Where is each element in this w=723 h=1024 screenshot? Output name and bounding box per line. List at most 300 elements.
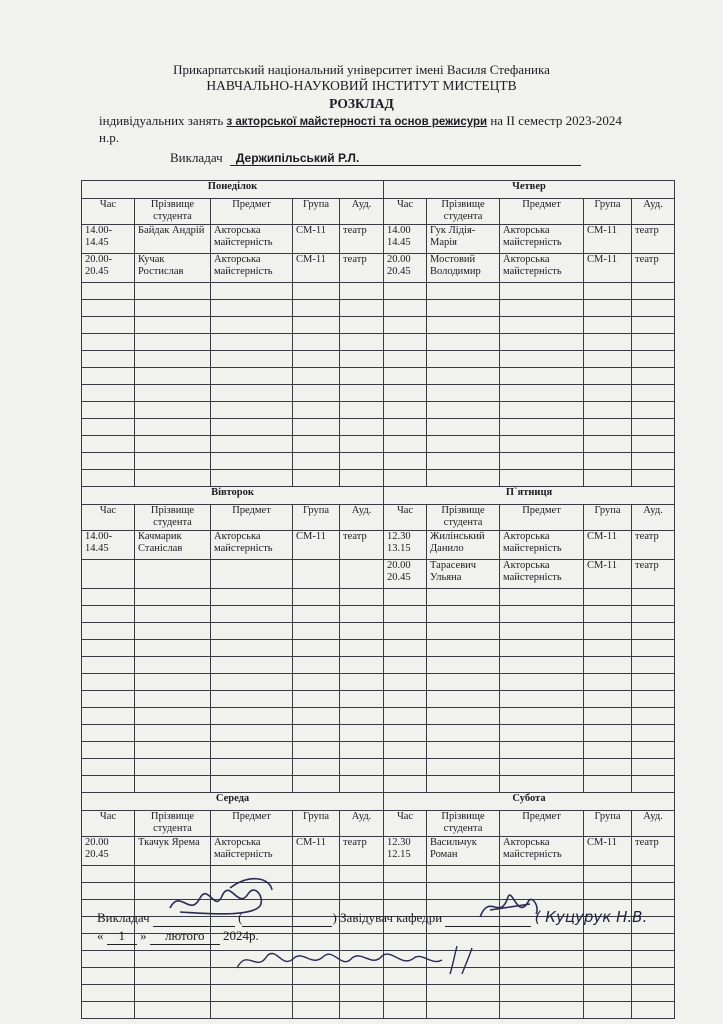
subject-cell — [211, 606, 293, 623]
room-cell — [632, 968, 675, 985]
student-cell — [427, 640, 500, 657]
room-cell — [340, 708, 384, 725]
group-cell — [584, 657, 632, 674]
column-header: Група — [293, 199, 340, 225]
room-cell — [632, 470, 675, 487]
subject-cell — [500, 470, 584, 487]
room-cell — [340, 589, 384, 606]
subject-cell — [211, 402, 293, 419]
group-cell — [293, 985, 340, 1002]
student-cell: Жилінський Данило — [427, 531, 500, 560]
group-cell — [584, 883, 632, 900]
column-header: Час — [82, 811, 135, 837]
time-cell — [82, 776, 135, 793]
institute-name: НАВЧАЛЬНО-НАУКОВИЙ ІНСТИТУТ МИСТЕЦТВ — [206, 78, 517, 93]
table-row — [82, 759, 675, 776]
group-cell — [584, 606, 632, 623]
subject-cell — [211, 691, 293, 708]
student-cell: Мостовий Володимир — [427, 254, 500, 283]
group-cell — [584, 589, 632, 606]
subject-cell — [211, 436, 293, 453]
student-cell — [427, 725, 500, 742]
group-cell — [293, 759, 340, 776]
column-header: Предмет — [211, 199, 293, 225]
student-cell — [135, 968, 211, 985]
room-cell — [340, 883, 384, 900]
time-cell — [384, 317, 427, 334]
room-cell — [632, 985, 675, 1002]
time-cell — [82, 725, 135, 742]
group-cell — [584, 708, 632, 725]
subject-cell: Акторська майстерність — [211, 254, 293, 283]
group-cell — [584, 776, 632, 793]
group-cell — [293, 742, 340, 759]
student-cell: Ткачук Ярема — [135, 837, 211, 866]
group-cell — [293, 334, 340, 351]
semester-info: на ІІ семестр 2023-2024 — [490, 113, 622, 128]
table-row — [82, 334, 675, 351]
table-row — [82, 657, 675, 674]
column-header: Предмет — [500, 199, 584, 225]
student-cell — [135, 776, 211, 793]
student-cell — [427, 623, 500, 640]
time-cell — [82, 742, 135, 759]
time-cell — [384, 985, 427, 1002]
time-cell — [82, 657, 135, 674]
day-header: Субота — [384, 793, 675, 811]
room-cell — [340, 436, 384, 453]
day-header: П`ятниця — [384, 487, 675, 505]
student-cell — [135, 283, 211, 300]
student-cell — [427, 283, 500, 300]
group-cell — [584, 334, 632, 351]
room-cell — [632, 317, 675, 334]
group-cell — [584, 691, 632, 708]
student-cell: Васильчук Роман — [427, 837, 500, 866]
room-cell — [340, 317, 384, 334]
time-cell — [384, 640, 427, 657]
group-cell — [584, 640, 632, 657]
room-cell — [340, 419, 384, 436]
group-cell — [293, 883, 340, 900]
subject-cell: Акторська майстерність — [500, 254, 584, 283]
student-cell — [135, 708, 211, 725]
time-cell — [82, 453, 135, 470]
table-row — [82, 691, 675, 708]
student-cell — [427, 866, 500, 883]
student-cell — [427, 470, 500, 487]
group-cell — [584, 368, 632, 385]
room-cell — [340, 623, 384, 640]
student-cell — [135, 300, 211, 317]
group-cell — [584, 436, 632, 453]
time-cell — [384, 351, 427, 368]
subject-cell — [500, 951, 584, 968]
room-cell — [632, 866, 675, 883]
head-of-department-label: ) Завідувач кафедри — [332, 910, 443, 925]
student-cell — [135, 589, 211, 606]
table-row — [82, 560, 675, 589]
table-row — [82, 742, 675, 759]
student-cell — [427, 402, 500, 419]
subject-cell — [500, 985, 584, 1002]
room-cell — [632, 300, 675, 317]
table-row — [82, 837, 675, 866]
table-row — [82, 606, 675, 623]
column-header: Група — [293, 811, 340, 837]
table-row — [82, 470, 675, 487]
room-cell — [632, 742, 675, 759]
time-cell — [82, 708, 135, 725]
footer-teacher-label: Викладач — [97, 910, 150, 925]
group-cell — [293, 1002, 340, 1019]
column-header: Час — [384, 811, 427, 837]
room-cell — [632, 334, 675, 351]
subject-cell — [211, 742, 293, 759]
time-cell — [384, 657, 427, 674]
room-cell — [340, 776, 384, 793]
column-header: Група — [584, 505, 632, 531]
student-cell — [427, 657, 500, 674]
time-cell — [384, 589, 427, 606]
table-row — [82, 589, 675, 606]
time-cell — [384, 759, 427, 776]
date-close-quote: » — [140, 928, 147, 943]
group-cell — [293, 623, 340, 640]
subject-cell: Акторська майстерність — [500, 531, 584, 560]
student-cell — [427, 317, 500, 334]
time-cell — [384, 402, 427, 419]
table-row — [82, 531, 675, 560]
room-cell — [632, 640, 675, 657]
room-cell — [340, 1002, 384, 1019]
time-cell: 20.00-20.45 — [82, 254, 135, 283]
subject-cell — [211, 623, 293, 640]
room-cell: театр — [632, 225, 675, 254]
subject-cell — [211, 560, 293, 589]
student-cell — [427, 759, 500, 776]
subject-cell — [500, 708, 584, 725]
group-cell — [293, 436, 340, 453]
student-cell — [427, 385, 500, 402]
time-cell — [384, 1002, 427, 1019]
group-cell: СМ-11 — [584, 225, 632, 254]
group-cell — [584, 300, 632, 317]
student-cell — [427, 1002, 500, 1019]
group-cell — [293, 640, 340, 657]
time-cell — [82, 640, 135, 657]
table-row — [82, 419, 675, 436]
column-header: Ауд. — [632, 811, 675, 837]
student-cell — [135, 606, 211, 623]
subject-cell — [500, 317, 584, 334]
room-cell — [632, 436, 675, 453]
room-cell: театр — [632, 531, 675, 560]
time-cell — [82, 385, 135, 402]
time-cell: 12.30 12.15 — [384, 837, 427, 866]
time-cell — [82, 402, 135, 419]
student-cell — [135, 623, 211, 640]
time-cell — [384, 866, 427, 883]
subject-cell — [500, 351, 584, 368]
column-header: Група — [584, 199, 632, 225]
head-of-department-name: ( Куцурук Н.В. — [534, 908, 648, 926]
group-cell — [293, 385, 340, 402]
room-cell — [340, 334, 384, 351]
table-row — [82, 436, 675, 453]
group-cell — [584, 385, 632, 402]
student-cell — [135, 759, 211, 776]
schedule-description — [99, 113, 679, 130]
time-cell — [384, 606, 427, 623]
group-cell — [584, 402, 632, 419]
table-row — [82, 225, 675, 254]
group-cell — [293, 317, 340, 334]
room-cell: театр — [340, 531, 384, 560]
day-header: Понеділок — [82, 181, 384, 199]
table-row — [82, 776, 675, 793]
subject-cell — [500, 419, 584, 436]
time-cell — [384, 419, 427, 436]
subject-cell — [211, 334, 293, 351]
room-cell — [340, 657, 384, 674]
time-cell — [384, 623, 427, 640]
student-cell — [135, 351, 211, 368]
column-header: Ауд. — [632, 505, 675, 531]
footer-signatures: Викладач ( ) Завідувач кафедри ( Куцурук Н.В. — [97, 908, 648, 926]
group-cell — [293, 776, 340, 793]
time-cell — [384, 453, 427, 470]
subject-name: з акторської майстерності та основ режисури — [226, 116, 488, 128]
subject-cell — [500, 589, 584, 606]
group-cell — [584, 759, 632, 776]
group-cell: СМ-11 — [293, 225, 340, 254]
subject-cell — [500, 866, 584, 883]
student-cell — [135, 419, 211, 436]
column-header: Прізвище студента — [427, 505, 500, 531]
time-cell — [82, 300, 135, 317]
room-cell — [340, 300, 384, 317]
time-cell — [82, 674, 135, 691]
student-cell — [427, 300, 500, 317]
time-cell — [82, 951, 135, 968]
group-cell — [293, 657, 340, 674]
group-cell — [293, 691, 340, 708]
group-cell — [293, 453, 340, 470]
subject-cell — [211, 470, 293, 487]
room-cell — [632, 674, 675, 691]
subject-cell — [500, 453, 584, 470]
time-cell — [82, 317, 135, 334]
table-row — [82, 985, 675, 1002]
subject-cell — [211, 351, 293, 368]
table-row — [82, 402, 675, 419]
room-cell — [632, 708, 675, 725]
group-cell — [293, 419, 340, 436]
room-cell — [632, 283, 675, 300]
student-cell — [135, 402, 211, 419]
teacher-row — [170, 150, 581, 166]
subject-cell — [211, 385, 293, 402]
room-cell — [632, 776, 675, 793]
column-header: Прізвище студента — [135, 811, 211, 837]
room-cell — [340, 470, 384, 487]
student-cell — [135, 436, 211, 453]
room-cell — [340, 560, 384, 589]
group-cell — [584, 317, 632, 334]
group-cell — [584, 742, 632, 759]
room-cell: театр — [340, 225, 384, 254]
subject-cell — [500, 742, 584, 759]
group-cell — [293, 674, 340, 691]
group-cell — [293, 606, 340, 623]
room-cell: театр — [340, 837, 384, 866]
time-cell — [82, 589, 135, 606]
teacher-signature — [160, 868, 290, 928]
room-cell — [340, 640, 384, 657]
subject-cell — [500, 725, 584, 742]
time-cell: 20.00 20.45 — [384, 560, 427, 589]
time-cell — [384, 300, 427, 317]
academic-year-suffix: н.р. — [99, 130, 119, 145]
column-header: Час — [82, 505, 135, 531]
group-cell — [584, 968, 632, 985]
group-cell — [584, 623, 632, 640]
group-cell — [584, 725, 632, 742]
student-cell — [427, 351, 500, 368]
group-cell: СМ-11 — [584, 531, 632, 560]
student-cell — [427, 985, 500, 1002]
description-prefix: індивідуальних занять — [99, 113, 224, 128]
time-cell — [82, 866, 135, 883]
subject-cell — [500, 623, 584, 640]
subject-cell — [211, 317, 293, 334]
teacher-label: Викладач — [170, 150, 223, 165]
student-cell — [135, 985, 211, 1002]
group-cell — [584, 419, 632, 436]
table-row — [82, 351, 675, 368]
room-cell — [632, 657, 675, 674]
time-cell — [384, 725, 427, 742]
subject-cell — [500, 368, 584, 385]
table-row — [82, 623, 675, 640]
student-cell — [135, 470, 211, 487]
room-cell — [632, 1002, 675, 1019]
student-cell — [135, 725, 211, 742]
group-cell — [293, 402, 340, 419]
subject-cell — [211, 985, 293, 1002]
room-cell — [340, 402, 384, 419]
group-cell: СМ-11 — [293, 531, 340, 560]
room-cell — [632, 883, 675, 900]
day-header: Четвер — [384, 181, 675, 199]
time-cell — [82, 968, 135, 985]
group-cell — [293, 866, 340, 883]
group-cell — [584, 866, 632, 883]
student-cell — [135, 657, 211, 674]
column-header: Ауд. — [340, 199, 384, 225]
subject-cell — [211, 368, 293, 385]
column-header: Група — [293, 505, 340, 531]
student-cell — [135, 453, 211, 470]
time-cell — [384, 470, 427, 487]
table-row — [82, 725, 675, 742]
table-row — [82, 317, 675, 334]
subject-cell — [500, 402, 584, 419]
room-cell — [632, 725, 675, 742]
group-cell — [584, 934, 632, 951]
student-cell — [427, 419, 500, 436]
group-cell: СМ-11 — [584, 837, 632, 866]
subject-cell: Акторська майстерність — [211, 531, 293, 560]
subject-cell — [500, 606, 584, 623]
time-cell — [384, 742, 427, 759]
column-header: Група — [584, 811, 632, 837]
date-day: 1 — [107, 928, 137, 945]
time-cell — [384, 691, 427, 708]
day-header: Вівторок — [82, 487, 384, 505]
student-cell — [427, 436, 500, 453]
subject-cell: Акторська майстерність — [500, 837, 584, 866]
student-cell — [135, 560, 211, 589]
date-year: 2024р. — [223, 928, 259, 943]
subject-cell — [500, 691, 584, 708]
room-cell — [340, 385, 384, 402]
time-cell — [384, 674, 427, 691]
group-cell — [293, 589, 340, 606]
student-cell — [135, 691, 211, 708]
time-cell: 12.30 13.15 — [384, 531, 427, 560]
university-name: Прикарпатський національний університет імені Василя Стефаника — [173, 62, 550, 77]
time-cell — [384, 283, 427, 300]
time-cell — [82, 351, 135, 368]
student-cell — [427, 691, 500, 708]
table-row — [82, 368, 675, 385]
student-cell — [135, 674, 211, 691]
room-cell — [632, 623, 675, 640]
table-row — [82, 453, 675, 470]
handwritten-name-signature — [232, 938, 502, 980]
subject-cell — [211, 453, 293, 470]
table-row — [82, 1002, 675, 1019]
subject-cell — [211, 589, 293, 606]
subject-cell — [211, 1002, 293, 1019]
subject-cell — [500, 674, 584, 691]
time-cell — [384, 385, 427, 402]
time-cell — [82, 883, 135, 900]
time-cell — [384, 883, 427, 900]
group-cell — [293, 560, 340, 589]
subject-cell — [211, 419, 293, 436]
subject-cell — [500, 283, 584, 300]
time-cell — [82, 985, 135, 1002]
time-cell — [82, 470, 135, 487]
subject-cell — [500, 300, 584, 317]
column-header: Час — [384, 505, 427, 531]
student-cell — [427, 742, 500, 759]
column-header: Предмет — [500, 505, 584, 531]
table-row — [82, 283, 675, 300]
room-cell — [632, 589, 675, 606]
group-cell — [293, 368, 340, 385]
column-header: Прізвище студента — [135, 199, 211, 225]
subject-cell — [211, 657, 293, 674]
time-cell — [82, 334, 135, 351]
subject-cell — [211, 776, 293, 793]
student-cell — [135, 334, 211, 351]
room-cell — [632, 385, 675, 402]
teacher-name: Держипільський Р.Л. — [230, 151, 581, 166]
